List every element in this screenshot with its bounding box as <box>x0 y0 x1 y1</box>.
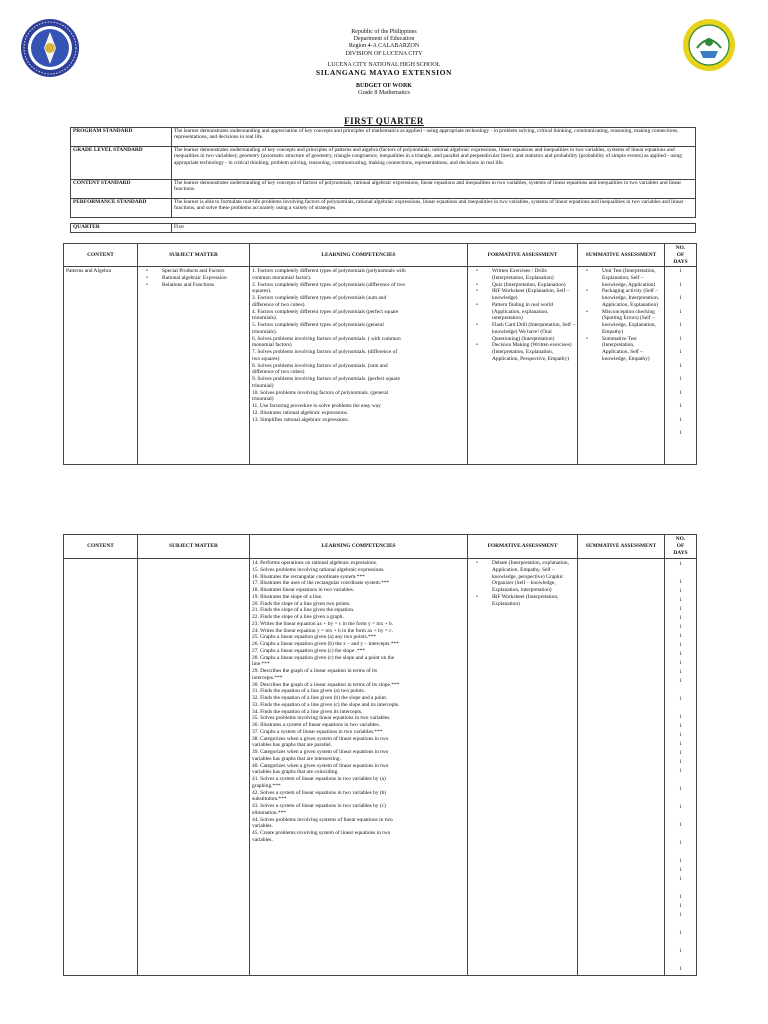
competency-line: 19. Illustrates the slope of a line. <box>252 593 323 600</box>
standard-label: GRADE LEVEL STANDARD <box>71 147 172 180</box>
competency-line: 35. Solves problems involving linear equations in two variables. <box>252 715 391 722</box>
days-header-line: OF <box>676 543 685 549</box>
days-value: 1 <box>679 912 682 918</box>
competency-line: 15. Solves problems involving rational algebraic expressions. <box>252 566 385 573</box>
competency-line: 33. Finds the equation of a line given (c) the slope and its intercepts. <box>252 701 400 708</box>
competency-line: 32. Finds the equation of a line given (b) the slope and a point. <box>252 695 388 701</box>
header-line: DIVISION OF LUCENA CITY <box>345 50 423 57</box>
grade-subject: Grade 8 Mathematics <box>358 90 410 97</box>
days-cell <box>665 267 697 465</box>
formative-item: • Pattern finding in real world (Application, explanation, interpretation) <box>492 302 575 322</box>
competency-line: 25. Graphs a linear equation given (a) any two points.*** <box>252 634 377 641</box>
header-line: Department of Education <box>353 36 415 43</box>
days-value <box>667 569 694 578</box>
formative-item: • Flash Card Drill (Interpretation, Self – knowledge) We have! (Oral Questioning) (Interpretation) <box>492 322 575 342</box>
competency-line: 3. Factors completely different types of polynomials (sum and <box>252 295 387 301</box>
competency-line: 21. Finds the slope of a line given the equation. <box>252 607 355 614</box>
column-header-summative: SUMMATIVE ASSESSMENT <box>578 535 665 559</box>
competency-line: 24. Writes the linear equation y = mx + b in the form ax + by = c. <box>252 627 394 634</box>
column-header-formative: FORMATIVE ASSESSMENT <box>468 535 578 559</box>
competency-line: 6. Solves problems involving factors of polynomials. ( with common <box>252 335 401 342</box>
competency-line: difference of two cubes). <box>252 301 306 308</box>
competency-line: difference of two cubes) <box>252 369 305 376</box>
days-value: 1 <box>679 732 682 738</box>
competency-line: 8. Solves problems involving factors of polynomials. (sum and <box>252 362 388 369</box>
competency-line: 37. Graphs a system of linear equations in two variables.*** <box>252 728 383 735</box>
summative-item: • Summative Test (Interpretation, Application, Self – knowledge, Empathy) <box>602 336 662 363</box>
competency-table-2 <box>63 534 697 976</box>
competency-line: substitution.*** <box>252 796 287 803</box>
summative-cell <box>578 559 665 976</box>
competency-line: 13. Simplifies rational algebraic expressions. <box>252 416 350 423</box>
competency-line: 31. Finds the equation of a line given (a) two points. <box>252 688 365 695</box>
days-value: 1 <box>679 588 682 594</box>
competency-line: line.*** <box>252 661 270 668</box>
summative-item: • Misconception checking (Spotting Errors) (Self – knowledge, Explanation, Empathy) <box>602 309 662 336</box>
days-value <box>667 686 694 695</box>
competency-line: 1. Factors completely different types of polynomials (polynomials with <box>252 268 406 274</box>
days-value: 1 <box>679 948 682 954</box>
days-value: 1 <box>679 822 682 828</box>
days-value: 1 <box>679 561 682 567</box>
days-cell <box>665 559 697 976</box>
days-value: 1 <box>679 389 682 396</box>
formative-item: • Quiz (Interpretation, Explanation) <box>492 282 575 289</box>
competency-line: 45. Create problems involving system of linear equations in two <box>252 830 391 836</box>
days-value: 1 <box>679 268 682 274</box>
standard-label: PROGRAM STANDARD <box>71 128 172 147</box>
competency-line: 30. Describes the graph of a linear equation in terms of its slope.*** <box>252 681 400 688</box>
column-header-formative: FORMATIVE ASSESSMENT <box>468 244 578 267</box>
days-value: 1 <box>679 750 682 756</box>
competency-line: 29. Describes the graph of a linear equation in terms of its <box>252 668 378 674</box>
competency-line: 5. Factors completely different types of polynomials (general <box>252 322 384 328</box>
days-value: 1 <box>679 759 682 765</box>
days-header-line: NO. <box>675 536 686 542</box>
quarter-title: FIRST QUARTER <box>344 116 424 126</box>
standard-text: First <box>172 224 696 233</box>
formative-item: • Decision Making (Written exercises) (Interpretation, Explanation, Application, Perspective, Empathy) <box>492 342 575 362</box>
days-header-line: DAYS <box>673 258 688 265</box>
days-value: 1 <box>679 840 682 846</box>
days-value <box>667 920 694 929</box>
column-header-content: CONTENT <box>64 244 138 267</box>
column-header-content: CONTENT <box>64 535 138 559</box>
competency-line: 44. Solves problems involving systems of linear equations in two <box>252 816 393 823</box>
days-value: 1 <box>679 723 682 729</box>
days-value: 1 <box>679 786 682 792</box>
column-header-days <box>665 535 697 559</box>
competency-line: trinomial) <box>252 382 274 389</box>
header-line: Region 4-A CALABARZON <box>348 43 420 50</box>
competency-line: trinomials). <box>252 328 278 335</box>
competency-line: 28. Graphs a linear equation given (c) the slope and a point on the <box>252 654 395 661</box>
days-value <box>667 704 694 713</box>
competency-line: variables. <box>252 823 273 830</box>
days-value <box>667 848 694 857</box>
days-value <box>667 938 694 947</box>
days-value <box>667 812 694 821</box>
days-value: 1 <box>679 633 682 639</box>
summative-item: • Unit Test (Interpretation, Explanation, Self – knowledge, Application) <box>602 268 662 288</box>
subject-matter-cell <box>138 559 250 976</box>
competency-line: variables has graphs that are parallel. <box>252 742 332 749</box>
summative-cell <box>578 267 665 465</box>
competency-line: 4. Factors completely different types of polynomials (perfect square <box>252 308 399 315</box>
days-header-line: DAYS <box>673 550 688 556</box>
formative-cell <box>468 267 578 465</box>
competency-line: variables. <box>252 836 273 843</box>
competency-line: 39. Categorizes when a given system of linear equations in two <box>252 749 389 755</box>
standard-text: The learner is able to formulate real-life problems involving factors of polynomials, rational algebraic expressions, linear equations and inequalities in two variables, systems of linear equations and inequalities in two variables and linear functions, and solve these problems accurately using a variety of strategies. <box>172 199 696 218</box>
deped-seal-logo <box>20 18 80 78</box>
standard-text: The learner demonstrates understanding of key concepts of factors of polynomials, rational algebraic expressions, linear equations and inequalities in two variables, systems of linear equations and inequalities in two variables and linear functions. <box>172 180 696 199</box>
days-value <box>667 830 694 839</box>
competency-line: 12. Illustrates rational algebraic expressions. <box>252 409 349 416</box>
standard-row <box>71 180 696 199</box>
days-value: 1 <box>679 876 682 882</box>
standard-label: PERFORMANCE STANDARD <box>71 199 172 218</box>
competency-line: 10. Solves problems involving factors of polynomials. (general <box>252 389 389 396</box>
column-header-subject-matter: SUBJECT MATTER <box>138 244 250 267</box>
days-value: 1 <box>679 678 682 684</box>
days-value: 1 <box>679 642 682 648</box>
days-value <box>667 794 694 803</box>
days-value: 1 <box>679 430 682 436</box>
standard-text: The learner demonstrates understanding of key concepts and principles of patterns and algebra (factors of polynomials, rational algebraic expressions, linear equations and inequalities in two variables, systems of linear equations and inequalities in two variables); geometry (axiomatic structure of geometry, triangle congruence, inequalities in a triangle, and parallel and perpendicular lines); and statistics and probability (probability of simple events) as applied - using appropriate technology - in critical thinking, problem solving, reasoning, communicating, making connections, representations, and decisions in real life. <box>172 147 696 180</box>
competency-line: 27. Graphs a linear equation given (c) the slope .*** <box>252 647 366 654</box>
subject-matter-cell <box>138 267 250 465</box>
days-value <box>667 956 694 965</box>
standard-text: The learner demonstrates understanding and appreciation of key concepts and principles of mathematics as applied - using appropriate technology - in problem solving, critical thinking, communicating, reasoning, making connections, representations, and decisions in real life. <box>172 128 696 147</box>
standards-table <box>70 127 696 233</box>
document-header <box>150 29 618 98</box>
competency-line: squares). <box>252 288 272 295</box>
formative-item: • IRF Worksheet (Interpretation, Explanation) <box>492 594 575 608</box>
school-name: LUCENA CITY NATIONAL HIGH SCHOOL <box>327 61 441 68</box>
column-header-competencies: LEARNING COMPETENCIES <box>250 244 468 267</box>
days-header-line: NO. <box>675 244 686 251</box>
days-value: 1 <box>679 295 682 301</box>
school-extension: SILANGANG MAYAO EXTENSION <box>315 68 453 78</box>
summative-item: • Packaging activity (Self – knowledge, Interpretation, Application, Explanation) <box>602 288 662 308</box>
column-header-subject-matter: SUBJECT MATTER <box>138 535 250 559</box>
competency-line: 41. Solves a system of linear equations in two variables by (a) <box>252 776 386 782</box>
competency-line: variables has graphs that are coinciding. <box>252 769 339 776</box>
competency-line: 7. Solves problems involving factors of polynomials. (difference of <box>252 349 398 355</box>
standard-row <box>71 224 696 233</box>
competency-line: 20. Finds the slope of a line given two points. <box>252 600 351 607</box>
header-line: Republic of the Philippines <box>351 29 417 35</box>
days-value: 1 <box>679 894 682 900</box>
days-value: 1 <box>679 376 682 382</box>
days-value: 1 <box>679 615 682 621</box>
days-value: 1 <box>679 741 682 747</box>
competency-line: graphing.*** <box>252 782 281 789</box>
days-value: 1 <box>679 349 682 355</box>
competency-line: 17. Illustrates the uses of the rectangular coordinate system.*** <box>252 580 390 587</box>
competency-line: two squares) <box>252 355 280 362</box>
days-value: 1 <box>679 930 682 936</box>
days-value: 1 <box>679 624 682 630</box>
competency-line: 42. Solves a system of linear equations in two variables by (b) <box>252 789 387 796</box>
days-value <box>667 884 694 893</box>
competency-line: 38. Categorizes when a given system of linear equations in two <box>252 735 389 742</box>
column-header-summative: SUMMATIVE ASSESSMENT <box>578 244 665 267</box>
days-value: 1 <box>679 281 682 288</box>
standard-label: QUARTER <box>71 224 172 233</box>
days-value: 1 <box>679 416 682 423</box>
column-header-competencies: LEARNING COMPETENCIES <box>250 535 468 559</box>
table-header-row <box>64 244 697 267</box>
competency-line: monomial factors) <box>252 342 292 349</box>
days-value: 1 <box>679 660 682 666</box>
table-header-row <box>64 535 697 559</box>
days-value: 1 <box>679 651 682 657</box>
competency-line: 9. Solves problems involving factors of polynomials. (perfect square <box>252 376 400 382</box>
subject-matter-item: • Rational algebraic Expression <box>162 275 247 282</box>
competencies-cell <box>250 267 468 465</box>
days-value: 1 <box>679 403 682 409</box>
competency-line: 14. Performs operations on rational algebraic expressions. <box>252 560 378 566</box>
competency-line: common monomial factor). <box>252 274 312 281</box>
days-value: 1 <box>679 606 682 612</box>
days-value: 1 <box>679 669 682 675</box>
days-value: 1 <box>679 322 682 328</box>
standard-row <box>71 128 696 147</box>
days-value: 1 <box>679 335 682 342</box>
formative-item: • Debate (Interpretation, explanation, Application, Empathy, Self – knowledge, perspective) Graphic Organizer (Self – knowledge, Explanation, interpretation) <box>492 560 575 594</box>
days-value: 1 <box>679 579 682 585</box>
days-header-line: OF <box>676 251 685 258</box>
competency-line: trinomials). <box>252 315 278 322</box>
days-value: 1 <box>679 308 682 315</box>
formative-item: • Written Exercises / Drills (Interpretation, Explanation) <box>492 268 575 282</box>
subject-matter-item: • Relations and Functions <box>162 282 247 289</box>
competency-line: 23. Writes the linear equation ax + by = c in the form y = mx + b. <box>252 620 394 627</box>
days-value <box>667 776 694 785</box>
document-title: BUDGET OF WORK <box>356 83 412 90</box>
competency-line: intercepts.*** <box>252 674 283 681</box>
standard-row <box>71 199 696 218</box>
competency-line: 2. Factors completely different types of polynomials (difference of two <box>252 281 406 288</box>
days-value: 1 <box>679 362 682 369</box>
competency-line: 26. Graphs a linear equation given (b) the x – and y – intercepts.*** <box>252 641 399 647</box>
competency-line: elimination.*** <box>252 809 286 816</box>
days-value: 1 <box>679 597 682 603</box>
competency-line: 11. Use factoring procedure to solve problems the easy way <box>252 403 381 409</box>
days-value: 1 <box>679 768 682 774</box>
competency-line: 16. Illustrates the rectangular coordinate system.*** <box>252 573 365 580</box>
competency-line: 22. Finds the slope of a line given a graph. <box>252 614 344 620</box>
table-row <box>64 267 697 465</box>
days-value: 1 <box>679 804 682 810</box>
content-cell <box>64 559 138 976</box>
formative-item: • IRF Worksheet (Explanation, Self – knowledge) <box>492 288 575 302</box>
days-value: 1 <box>679 903 682 909</box>
competency-line: variables has graphs that are intersecting. <box>252 755 341 762</box>
column-header-days <box>665 244 697 267</box>
days-value: 1 <box>679 714 682 720</box>
competency-line: 40. Categorizes when a given system of linear equations in two <box>252 762 389 769</box>
table-row <box>64 559 697 976</box>
subject-matter-item: • Special Products and Factors <box>162 268 247 275</box>
standard-row <box>71 147 696 180</box>
content-cell: Patterns and Algebra <box>64 267 138 465</box>
formative-cell <box>468 559 578 976</box>
days-value: 1 <box>679 966 682 972</box>
days-value: 1 <box>679 858 682 864</box>
days-value: 1 <box>679 867 682 873</box>
competencies-cell <box>250 559 468 976</box>
days-value: 1 <box>679 696 682 702</box>
standard-label: CONTENT STANDARD <box>71 180 172 199</box>
competency-line: trinomial) <box>252 396 274 403</box>
competency-line: 43. Solves a system of linear equations in two variables by (c) <box>252 803 386 809</box>
competency-line: 34. Finds the equation of a line given its intercepts. <box>252 708 363 715</box>
competency-line: 36. Illustrates a system of linear equations in two variables. <box>252 722 380 728</box>
competency-line: 18. Illustrates linear equations in two variables. <box>252 587 355 593</box>
competency-table-1 <box>63 243 697 465</box>
division-seal-logo <box>682 18 736 72</box>
